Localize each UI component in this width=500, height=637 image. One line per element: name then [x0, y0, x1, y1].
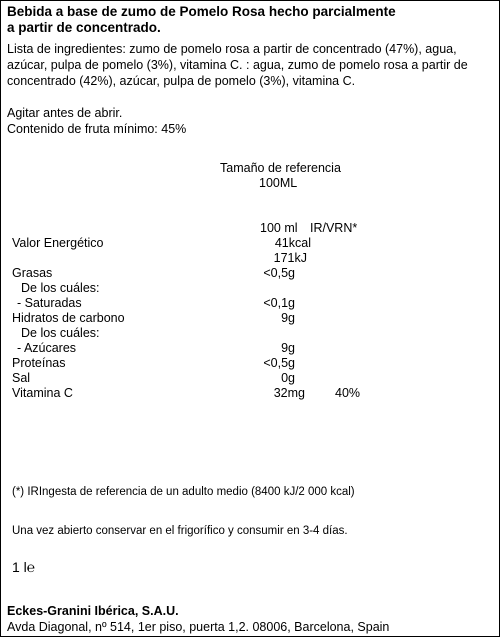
company-address: Avda Diagonal, nº 514, 1er piso, puerta 1,2. 08006, Barcelona, Spain [7, 620, 390, 634]
nutrient-subheading: De los cuáles: [21, 281, 100, 295]
nutrient-value: <0,5g [263, 356, 295, 370]
nutrient-value: 9g [281, 311, 295, 325]
nutrient-value: 171kJ [273, 251, 307, 265]
net-volume: 1 l℮ [12, 559, 36, 575]
nutrient-name: - Azúcares [17, 341, 77, 355]
storage-instructions: Una vez abierto conservar en el frigorífico y consumir en 3-4 días. [12, 525, 348, 537]
column-header-ir: IR/VRN* [310, 221, 358, 235]
nutrient-value: 9g [281, 341, 295, 355]
nutrient-name: Sal [12, 371, 31, 385]
product-title-line-2: a partir de concentrado. [7, 20, 161, 35]
reference-footnote: (*) IRIngesta de referencia de un adulto medio (8400 kJ/2 000 kcal) [12, 486, 355, 498]
nutrient-value: 41kcal [274, 236, 311, 250]
nutrient-name: Grasas [12, 266, 53, 280]
company-name: Eckes-Granini Ibérica, S.A.U. [7, 604, 179, 618]
column-header-100ml: 100 ml [260, 221, 298, 235]
nutrient-value: <0,1g [263, 296, 295, 310]
nutrient-name: Proteínas [12, 356, 66, 370]
ingredients-line-2: azúcar, pulpa de pomelo (3%), vitamina C. : agua, zumo de pomelo rosa a partir de [7, 58, 468, 72]
reference-size-value: 100ML [259, 176, 298, 190]
nutrient-ir-percent: 40% [335, 386, 361, 400]
ingredients-line-3: concentrado (42%), azúcar, pulpa de pomelo (3%), vitamina C. [7, 74, 356, 88]
shake-note: Agitar antes de abrir. [7, 106, 123, 120]
product-title-line-1: Bebida a base de zumo de Pomelo Rosa hecho parcialmente [7, 4, 396, 19]
nutrient-value: <0,5g [263, 266, 295, 280]
nutrient-name: - Saturadas [17, 296, 82, 310]
fruit-content-note: Contenido de fruta mínimo: 45% [7, 122, 187, 136]
nutrient-value: 0g [281, 371, 295, 385]
nutrient-name: Valor Energético [12, 236, 104, 250]
nutrient-name: Hidratos de carbono [12, 311, 125, 325]
reference-size-label: Tamaño de referencia [220, 161, 341, 175]
nutrient-subheading: De los cuáles: [21, 326, 100, 340]
nutrient-value: 32mg [273, 386, 305, 400]
nutrient-name: Vitamina C [12, 386, 73, 400]
ingredients-line-1: Lista de ingredientes: zumo de pomelo rosa a partir de concentrado (47%), agua, [7, 42, 457, 56]
